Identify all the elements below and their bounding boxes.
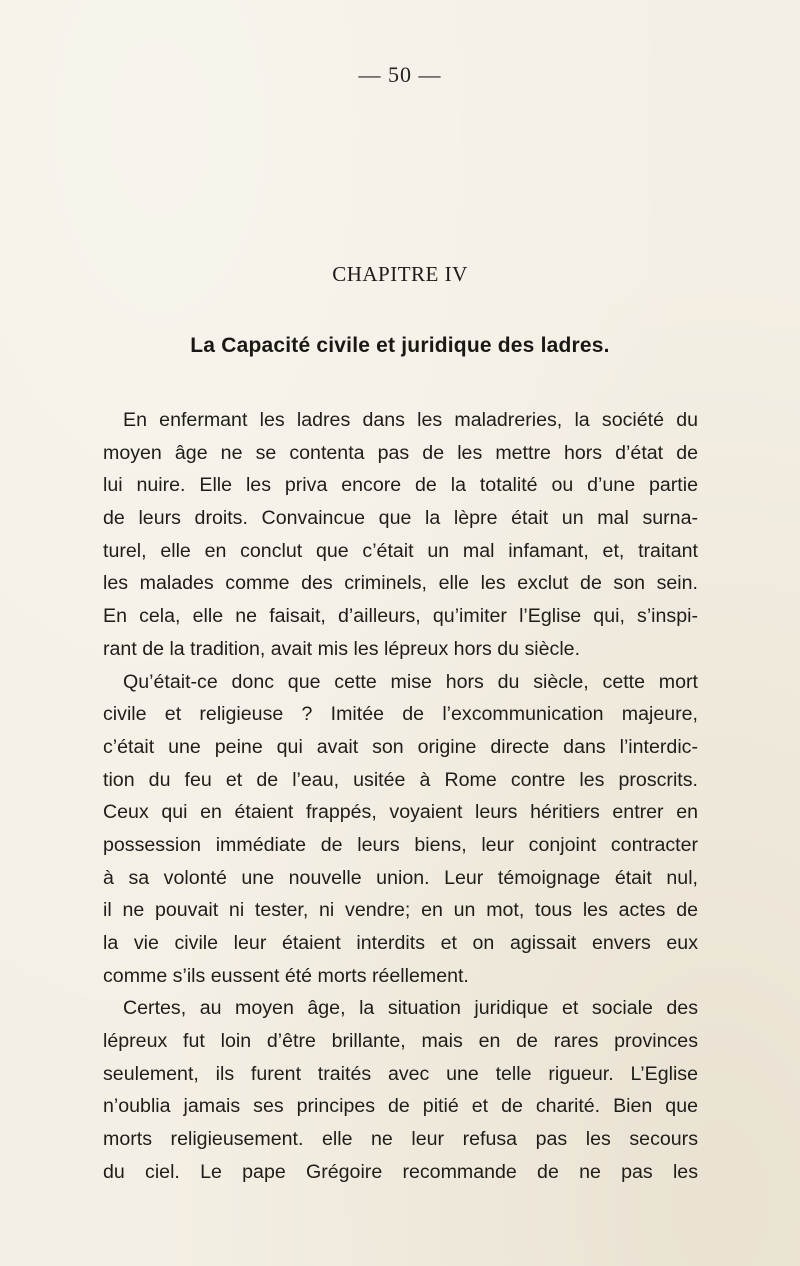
- text-line: civile et religieuse ? Imitée de l’excommunication majeure,: [103, 703, 698, 726]
- text-line: rant de la tradition, avait mis les lépreux hors du siècle.: [103, 637, 581, 660]
- text-line: à sa volonté une nouvelle union. Leur témoignage était nul,: [103, 866, 698, 889]
- text-line: seulement, ils furent traités avec une telle rigueur. L’Eglise: [103, 1062, 698, 1085]
- text-line: morts religieusement. elle ne leur refusa pas les secours: [103, 1128, 698, 1151]
- text-line: tion du feu et de l’eau, usitée à Rome contre les proscrits.: [103, 768, 698, 791]
- text-line: possession immédiate de leurs biens, leur conjoint contracter: [103, 833, 698, 856]
- paragraph-3: [103, 992, 698, 1188]
- text-line: Ceux qui en étaient frappés, voyaient leurs héritiers entrer en: [103, 801, 698, 824]
- text-line: moyen âge ne se contenta pas de les mettre hors d’état de: [103, 441, 698, 464]
- paragraph-1: [103, 404, 698, 666]
- chapter-heading: CHAPITRE IV: [332, 262, 468, 286]
- text-line: En cela, elle ne faisait, d’ailleurs, qu’imiter l’Eglise qui, s’inspi-: [103, 605, 698, 628]
- text-line: la vie civile leur étaient interdits et on agissait envers eux: [103, 932, 698, 954]
- text-line: lui nuire. Elle les priva encore de la totalité ou d’une partie: [103, 474, 698, 497]
- text-line: il ne pouvait ni tester, ni vendre; en un mot, tous les actes de: [103, 899, 698, 922]
- text-line: les malades comme des criminels, elle les exclut de son sein.: [103, 572, 698, 595]
- text-line: Certes, au moyen âge, la situation juridique et sociale des: [123, 997, 698, 1020]
- body-text: [103, 404, 698, 1189]
- page-number: — 50 —: [358, 62, 442, 87]
- text-line: c’était une peine qui avait son origine directe dans l’interdic-: [103, 735, 698, 758]
- paragraph-2: [103, 666, 698, 993]
- text-line: Qu’était-ce donc que cette mise hors du siècle, cette mort: [123, 670, 698, 693]
- text-line: lépreux fut loin d’être brillante, mais en de rares provinces: [103, 1030, 698, 1053]
- text-line: du ciel. Le pape Grégoire recommande de ne pas les: [103, 1160, 698, 1183]
- text-line: de leurs droits. Convaincue que la lèpre était un mal surna-: [103, 507, 698, 530]
- text-line: turel, elle en conclut que c’était un mal infamant, et, traitant: [103, 539, 698, 562]
- text-line: n’oublia jamais ses principes de pitié et de charité. Bien que: [103, 1095, 698, 1118]
- chapter-title: La Capacité civile et juridique des ladres.: [190, 334, 610, 357]
- text-line: comme s’ils eussent été morts réellement.: [103, 964, 469, 987]
- text-line: En enfermant les ladres dans les maladreries, la société du: [123, 409, 698, 431]
